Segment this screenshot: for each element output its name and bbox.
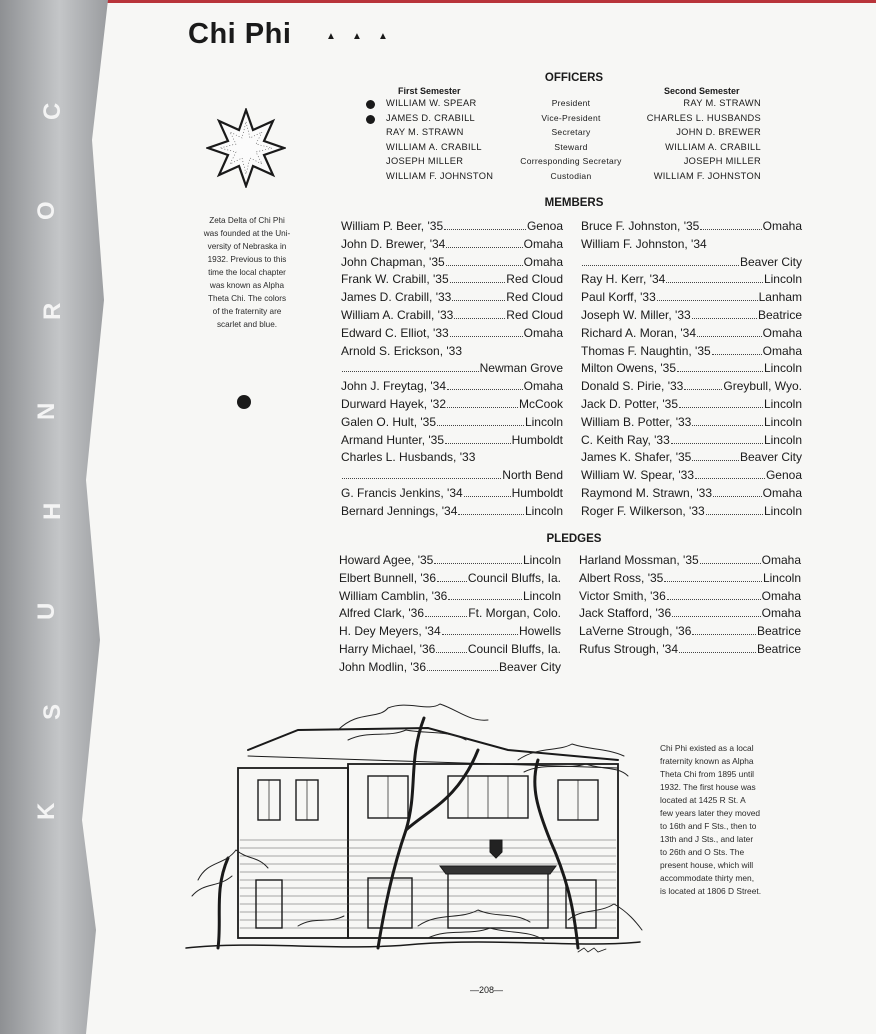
- first-semester-officer: WILLIAM A. CRABILL: [386, 141, 482, 152]
- dot-leader: [667, 599, 761, 600]
- hometown: Lincoln: [763, 503, 802, 518]
- dot-leader: [437, 425, 524, 426]
- hometown: Omaha: [523, 254, 563, 269]
- note-line: versity of Nebraska in: [207, 242, 287, 251]
- list-item: [341, 344, 563, 362]
- office-title: Steward: [554, 141, 588, 152]
- person-name: Howard Agee, '35: [339, 553, 434, 567]
- person-name: Richard A. Moran, '34: [581, 325, 697, 340]
- list-item: [341, 486, 563, 504]
- officers-heading: OFFICERS: [544, 72, 604, 84]
- hometown: Red Cloud: [506, 307, 563, 322]
- list-item: [579, 624, 801, 642]
- list-item: [341, 504, 563, 522]
- list-item: [339, 606, 561, 624]
- dot-leader: [671, 443, 763, 444]
- yearbook-spine-banner: [0, 0, 140, 1034]
- person-name: Bernard Jennings, '34: [341, 503, 458, 518]
- list-item: [339, 642, 561, 660]
- person-name: William P. Beer, '35: [341, 219, 444, 233]
- caption-line: is located at 1806 D Street.: [660, 886, 762, 896]
- dot-leader: [679, 407, 763, 408]
- caption-line: 13th and J Sts., and later: [660, 834, 754, 844]
- caption-line: to 16th and F Sts., then to: [660, 821, 757, 831]
- spine-letter: K: [33, 802, 60, 820]
- list-item: [341, 433, 563, 451]
- caption-line: Theta Chi from 1895 until: [660, 769, 755, 779]
- list-item: [339, 553, 561, 571]
- list-item: [581, 326, 802, 344]
- list-item: [341, 415, 563, 433]
- hometown: Omaha: [761, 588, 801, 603]
- list-item: [581, 308, 802, 326]
- hometown: Lincoln: [524, 414, 563, 429]
- list-item: [341, 255, 563, 273]
- list-item: [341, 468, 563, 486]
- dot-leader: [454, 318, 505, 319]
- office-title: Corresponding Secretary: [520, 156, 622, 167]
- person-name: Harry Michael, '36: [339, 641, 436, 656]
- dot-leader: [695, 478, 765, 479]
- first-semester-label: First Semester: [398, 86, 461, 96]
- house-history-caption: [660, 742, 802, 898]
- dot-leader: [657, 300, 758, 301]
- person-name: Rufus Strough, '34: [579, 641, 679, 656]
- hometown: Red Cloud: [506, 290, 563, 305]
- ornament-triangle: ▲: [326, 31, 336, 42]
- person-name: Milton Owens, '35: [581, 361, 676, 376]
- hometown: Beatrice: [756, 641, 801, 656]
- person-name: Galen O. Hult, '35: [341, 414, 437, 429]
- hometown: Red Cloud: [506, 272, 563, 287]
- hometown: Lincoln: [763, 272, 802, 287]
- dot-leader: [692, 318, 757, 319]
- list-item: [341, 272, 563, 290]
- dot-leader: [692, 634, 756, 635]
- spine-letter: S: [39, 703, 66, 720]
- list-item: [341, 219, 563, 237]
- dot-leader: [450, 336, 523, 337]
- spine-letter: H: [39, 502, 66, 520]
- note-line: time the local chapter: [208, 268, 286, 277]
- hometown: Omaha: [762, 485, 802, 500]
- dot-leader: [692, 460, 739, 461]
- list-item: [579, 606, 801, 624]
- office-title: Custodian: [550, 171, 592, 181]
- office-title: Vice-President: [541, 112, 601, 123]
- dot-leader: [684, 389, 722, 390]
- dot-leader: [458, 514, 524, 515]
- list-item: [581, 255, 802, 273]
- hometown: Omaha: [761, 553, 801, 567]
- person-name: Harland Mossman, '35: [579, 553, 699, 567]
- caption-line: present house, which will: [660, 860, 754, 870]
- dot-leader: [446, 247, 522, 248]
- dot-leader: [464, 496, 511, 497]
- hometown: Beaver City: [739, 254, 802, 269]
- note-line: was founded at the Uni-: [203, 229, 291, 238]
- caption-line: 1932. The first house was: [660, 782, 756, 792]
- dot-leader: [452, 300, 505, 301]
- hometown: Lincoln: [763, 361, 802, 376]
- dot-leader: [706, 514, 763, 515]
- hometown: Omaha: [523, 236, 563, 251]
- list-item: [341, 397, 563, 415]
- person-name: William A. Crabill, '33: [341, 307, 454, 322]
- office-title: President: [551, 98, 591, 108]
- hometown: Omaha: [523, 379, 563, 394]
- hometown: Ft. Morgan, Colo.: [468, 606, 561, 621]
- officer-row: [386, 171, 761, 185]
- note-line: Theta Chi. The colors: [207, 294, 287, 303]
- first-semester-officer: JAMES D. CRABILL: [386, 112, 476, 123]
- list-item: [341, 237, 563, 255]
- hometown: Lincoln: [522, 553, 561, 567]
- note-line: was known as Alpha: [209, 281, 285, 290]
- hometown: Omaha: [762, 343, 802, 358]
- person-name: James D. Crabill, '33: [341, 290, 452, 305]
- ornament-triangle: ▲: [352, 31, 362, 42]
- hometown: Beatrice: [756, 624, 801, 639]
- dot-leader: [700, 563, 761, 564]
- dot-leader: [434, 563, 522, 564]
- list-item: [579, 589, 801, 607]
- list-item: [581, 468, 802, 486]
- members-list-left: [341, 219, 563, 522]
- dot-leader: [437, 581, 467, 582]
- person-name: Edward C. Elliot, '33: [341, 325, 449, 340]
- list-item: [579, 553, 801, 571]
- spine-letter: U: [33, 602, 60, 620]
- person-name: H. Dey Meyers, '34: [339, 624, 441, 639]
- list-item: [339, 624, 561, 642]
- list-item: [339, 589, 561, 607]
- list-item: [339, 660, 561, 678]
- bullet-icon: [366, 100, 375, 109]
- list-item: [581, 450, 802, 468]
- list-item: [581, 290, 802, 308]
- hometown: Omaha: [762, 219, 802, 233]
- dot-leader: [447, 407, 518, 408]
- second-semester-officer: CHARLES L. HUSBANDS: [646, 112, 761, 123]
- note-line: of the fraternity are: [212, 307, 282, 316]
- dot-leader: [446, 265, 523, 266]
- person-name: Victor Smith, '36: [579, 588, 666, 603]
- members-list-right: [581, 219, 802, 522]
- list-item: [581, 486, 802, 504]
- hometown: Omaha: [762, 325, 802, 340]
- caption-line: to 26th and O Sts. The: [660, 847, 745, 857]
- list-item: [581, 433, 802, 451]
- spine-letter: C: [39, 102, 66, 120]
- hometown: McCook: [518, 396, 563, 411]
- person-name: John D. Brewer, '34: [341, 236, 446, 251]
- caption-line: fraternity known as Alpha: [660, 756, 754, 766]
- person-name: C. Keith Ray, '33: [581, 432, 670, 447]
- dot-leader: [700, 229, 761, 230]
- fraternity-star-emblem: [206, 108, 286, 193]
- hometown: Genoa: [765, 468, 802, 483]
- hometown: Omaha: [523, 325, 563, 340]
- person-name: John Chapman, '35: [341, 254, 445, 269]
- caption-line: accommodate thirty men,: [660, 873, 755, 883]
- note-line: scarlet and blue.: [216, 320, 278, 329]
- person-name: Ray H. Kerr, '34: [581, 272, 666, 287]
- hometown: Howells: [518, 624, 561, 639]
- page-title: Chi Phi: [188, 18, 292, 50]
- pledges-heading: PLEDGES: [546, 533, 602, 545]
- hometown: Council Bluffs, Ia.: [467, 570, 561, 585]
- dot-leader: [342, 371, 479, 372]
- officer-row: [386, 142, 761, 156]
- person-name: James K. Shafer, '35: [581, 450, 692, 465]
- list-item: [341, 379, 563, 397]
- hometown: Lincoln: [763, 414, 802, 429]
- list-item: [581, 344, 802, 362]
- dot-leader: [713, 496, 762, 497]
- person-name: Thomas F. Naughtin, '35: [581, 343, 711, 358]
- hometown: Omaha: [761, 606, 801, 621]
- person-name: William Camblin, '36: [339, 588, 448, 603]
- dot-leader: [672, 616, 761, 617]
- dot-leader: [450, 282, 506, 283]
- dot-leader: [582, 265, 739, 266]
- person-name: Durward Hayek, '32: [341, 396, 446, 411]
- list-item: [341, 361, 563, 379]
- hometown: Beaver City: [739, 450, 802, 465]
- dot-leader: [692, 425, 763, 426]
- second-semester-officer: WILLIAM A. CRABILL: [665, 141, 761, 152]
- person-name: William F. Johnston, '34: [581, 236, 707, 251]
- person-name: Jack D. Potter, '35: [581, 396, 679, 411]
- person-name: John Modlin, '36: [339, 659, 427, 674]
- list-item: [581, 504, 802, 522]
- list-item: [579, 571, 801, 589]
- list-item: [581, 219, 802, 237]
- person-name: Albert Ross, '35: [579, 570, 664, 585]
- hometown: Genoa: [526, 219, 563, 233]
- first-semester-officer: JOSEPH MILLER: [386, 156, 464, 167]
- list-item: [341, 290, 563, 308]
- first-semester-officer: WILLIAM F. JOHNSTON: [386, 171, 494, 181]
- page-number: —208—: [470, 985, 504, 995]
- hometown: Lincoln: [762, 570, 801, 585]
- hometown: Beaver City: [498, 659, 561, 674]
- caption-line: Chi Phi existed as a local: [660, 743, 754, 753]
- hometown: Lanham: [758, 290, 802, 305]
- dot-leader: [436, 652, 467, 653]
- caption-line: few years later they moved: [660, 808, 761, 818]
- person-name: Arnold S. Erickson, '33: [341, 343, 463, 358]
- list-item: [581, 272, 802, 290]
- first-semester-officer: WILLIAM W. SPEAR: [386, 98, 477, 108]
- office-title: Secretary: [551, 127, 591, 138]
- hometown: Beatrice: [757, 307, 802, 322]
- spine-letter: R: [39, 302, 66, 320]
- list-item: [341, 326, 563, 344]
- dot-leader: [425, 616, 467, 617]
- first-semester-officer: RAY M. STRAWN: [386, 127, 464, 138]
- hometown: Lincoln: [763, 396, 802, 411]
- hometown: Lincoln: [522, 588, 561, 603]
- chapter-house-illustration: [178, 690, 648, 970]
- hometown: Humboldt: [511, 485, 563, 500]
- officer-row: [386, 156, 761, 170]
- person-name: Donald S. Pirie, '33: [581, 379, 684, 394]
- dot-leader: [427, 670, 498, 671]
- person-name: LaVerne Strough, '36: [579, 624, 692, 639]
- officer-row: [386, 113, 761, 127]
- person-name: G. Francis Jenkins, '34: [341, 485, 463, 500]
- person-name: Paul Korff, '33: [581, 290, 656, 305]
- dot-leader: [342, 478, 501, 479]
- person-name: Frank W. Crabill, '35: [341, 272, 449, 287]
- list-item: [581, 361, 802, 379]
- dot-leader: [712, 354, 762, 355]
- hometown: Lincoln: [763, 432, 802, 447]
- officer-row: [386, 98, 761, 112]
- dot-leader: [679, 652, 756, 653]
- dot-leader: [442, 634, 518, 635]
- pledges-list-left: [339, 553, 561, 678]
- list-item: [581, 237, 802, 255]
- second-semester-label: Second Semester: [664, 86, 740, 96]
- list-item: [581, 415, 802, 433]
- second-semester-officer: JOSEPH MILLER: [683, 156, 761, 167]
- dot-leader: [666, 282, 763, 283]
- person-name: William W. Spear, '33: [581, 468, 694, 483]
- hometown: Humboldt: [511, 432, 563, 447]
- dot-leader: [677, 371, 763, 372]
- dot-leader: [445, 443, 511, 444]
- dot-leader: [664, 581, 762, 582]
- person-name: Raymond M. Strawn, '33: [581, 485, 713, 500]
- second-semester-officer: JOHN D. BREWER: [676, 127, 761, 138]
- note-line: 1932. Previous to this: [207, 255, 287, 264]
- chapter-history-note: [183, 214, 311, 331]
- dot-leader: [447, 389, 523, 390]
- hometown: Greybull, Wyo.: [723, 379, 802, 394]
- ornament-triangle: ▲: [378, 31, 388, 42]
- person-name: Jack Stafford, '36: [579, 606, 672, 621]
- person-name: Bruce F. Johnston, '35: [581, 219, 700, 233]
- list-item: [581, 379, 802, 397]
- person-name: John J. Freytag, '34: [341, 379, 447, 394]
- spine-letter: O: [33, 201, 60, 220]
- hometown: Council Bluffs, Ia.: [467, 641, 561, 656]
- list-item: [579, 642, 801, 660]
- spine-letter: N: [33, 402, 60, 420]
- second-semester-officer: RAY M. STRAWN: [683, 98, 761, 108]
- list-item: [581, 397, 802, 415]
- officer-row: [386, 127, 761, 141]
- person-name: William B. Potter, '33: [581, 414, 692, 429]
- person-name: Joseph W. Miller, '33: [581, 307, 691, 322]
- hometown: North Bend: [502, 468, 563, 483]
- person-name: Roger F. Wilkerson, '33: [581, 503, 705, 518]
- pledges-list-right: [579, 553, 801, 660]
- list-item: [341, 308, 563, 326]
- person-name: Elbert Bunnell, '36: [339, 570, 437, 585]
- hometown: Lincoln: [524, 503, 563, 518]
- caption-line: located at 1425 R St. A: [660, 795, 746, 805]
- note-line: Zeta Delta of Chi Phi: [209, 216, 285, 225]
- dot-leader: [444, 229, 526, 230]
- list-item: [339, 571, 561, 589]
- decorative-dot: [237, 395, 251, 409]
- dot-leader: [448, 599, 522, 600]
- person-name: Armand Hunter, '35: [341, 432, 445, 447]
- bullet-icon: [366, 115, 375, 124]
- dot-leader: [697, 336, 762, 337]
- list-item: [341, 450, 563, 468]
- hometown: Newman Grove: [479, 361, 563, 376]
- person-name: Charles L. Husbands, '33: [341, 450, 476, 465]
- members-heading: MEMBERS: [544, 197, 604, 209]
- person-name: Alfred Clark, '36: [339, 606, 424, 621]
- second-semester-officer: WILLIAM F. JOHNSTON: [653, 171, 761, 181]
